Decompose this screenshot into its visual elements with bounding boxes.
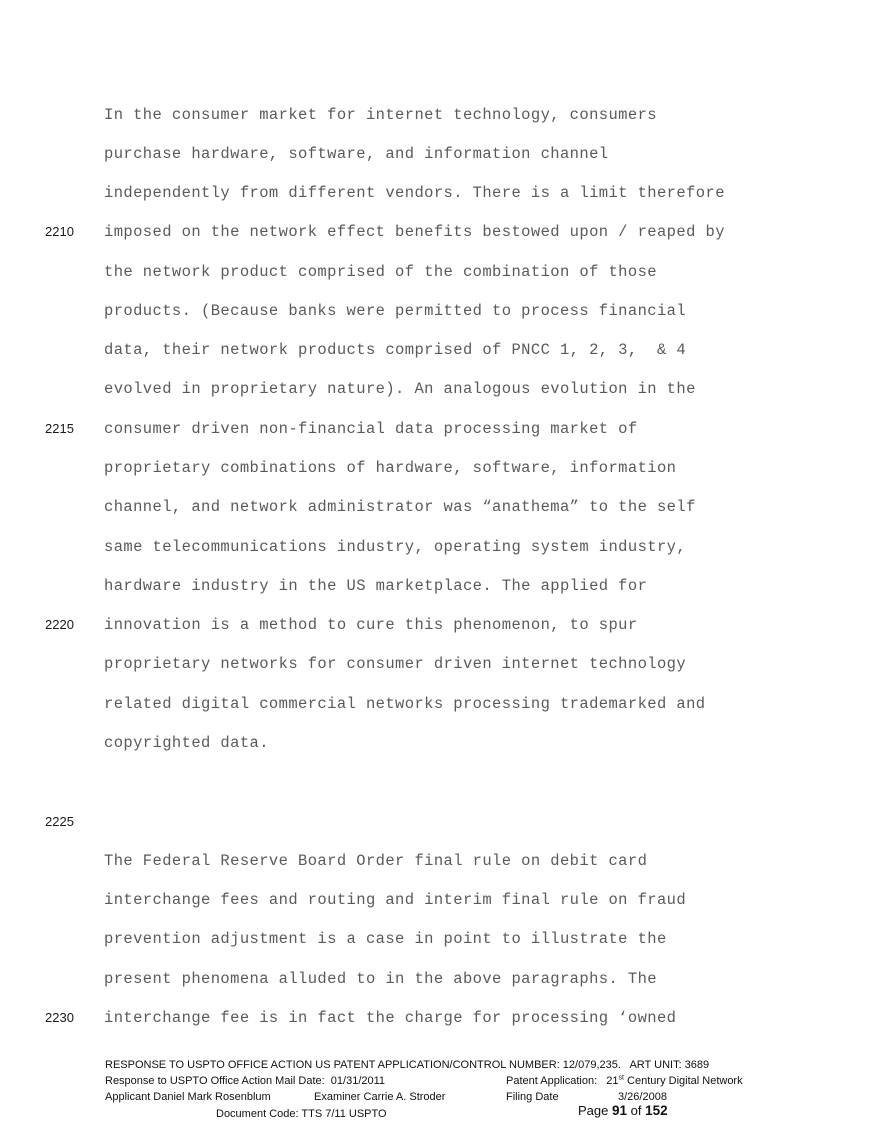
body-line: data, their network products comprised of PNCC 1, 2, 3, & 4 bbox=[104, 341, 687, 359]
line-number: 2230 bbox=[45, 1010, 74, 1025]
footer-examiner: Examiner Carrie A. Stroder bbox=[314, 1091, 446, 1103]
patent-app-label: Patent Application: bbox=[506, 1075, 598, 1087]
body-line: channel, and network administrator was “anathema” to the self bbox=[104, 498, 696, 516]
body-line: proprietary networks for consumer driven internet technology bbox=[104, 655, 687, 673]
body-line: purchase hardware, software, and information channel bbox=[104, 145, 609, 163]
body-line: independently from different vendors. There is a limit therefore bbox=[104, 184, 725, 202]
body-line: evolved in proprietary nature). An analogous evolution in the bbox=[104, 380, 696, 398]
footer-document-code: Document Code: TTS 7/11 USPTO bbox=[216, 1108, 387, 1120]
footer-filing-date: 3/26/2008 bbox=[618, 1091, 667, 1103]
body-line: copyrighted data. bbox=[104, 734, 269, 752]
body-line: interchange fee is in fact the charge for processing ‘owned bbox=[104, 1009, 677, 1027]
line-number: 2220 bbox=[45, 617, 74, 632]
patent-app-rest: Century Digital Network bbox=[624, 1075, 743, 1087]
footer-page-number bbox=[578, 1104, 668, 1118]
body-line: proprietary combinations of hardware, software, information bbox=[104, 459, 677, 477]
body-line: related digital commercial networks processing trademarked and bbox=[104, 695, 706, 713]
page-word: Page bbox=[578, 1103, 612, 1118]
footer-patent-application bbox=[506, 1074, 743, 1088]
footer-filing-label: Filing Date bbox=[506, 1091, 559, 1103]
line-number: 2210 bbox=[45, 224, 74, 239]
body-line: the network product comprised of the combination of those bbox=[104, 263, 657, 281]
body-line: consumer driven non-financial data processing market of bbox=[104, 420, 638, 438]
patent-app-num: 21 bbox=[606, 1075, 619, 1087]
body-line: prevention adjustment is a case in point to illustrate the bbox=[104, 930, 667, 948]
footer-applicant: Applicant Daniel Mark Rosenblum bbox=[105, 1091, 271, 1103]
body-line: products. (Because banks were permitted to process financial bbox=[104, 302, 687, 320]
line-number: 2215 bbox=[45, 421, 74, 436]
page-of: of bbox=[627, 1103, 646, 1118]
body-line: same telecommunications industry, operating system industry, bbox=[104, 538, 687, 556]
line-number: 2225 bbox=[45, 814, 74, 829]
body-line: interchange fees and routing and interim final rule on fraud bbox=[104, 891, 687, 909]
footer-mail-date: Response to USPTO Office Action Mail Date: 01/31/2011 bbox=[105, 1075, 386, 1087]
footer-header-line: RESPONSE TO USPTO OFFICE ACTION US PATENT APPLICATION/CONTROL NUMBER: 12/079,235. ART UNIT: 3689 bbox=[105, 1059, 710, 1071]
body-line: imposed on the network effect benefits bestowed upon / reaped by bbox=[104, 223, 725, 241]
patent-app-sup: st bbox=[618, 1074, 624, 1082]
body-line: innovation is a method to cure this phenomenon, to spur bbox=[104, 616, 638, 634]
body-line: In the consumer market for internet technology, consumers bbox=[104, 106, 657, 124]
body-line: The Federal Reserve Board Order final rule on debit card bbox=[104, 852, 648, 870]
body-line: present phenomena alluded to in the above paragraphs. The bbox=[104, 970, 657, 988]
body-line: hardware industry in the US marketplace. The applied for bbox=[104, 577, 648, 595]
page-total: 152 bbox=[645, 1103, 668, 1118]
page-current: 91 bbox=[611, 1103, 628, 1118]
